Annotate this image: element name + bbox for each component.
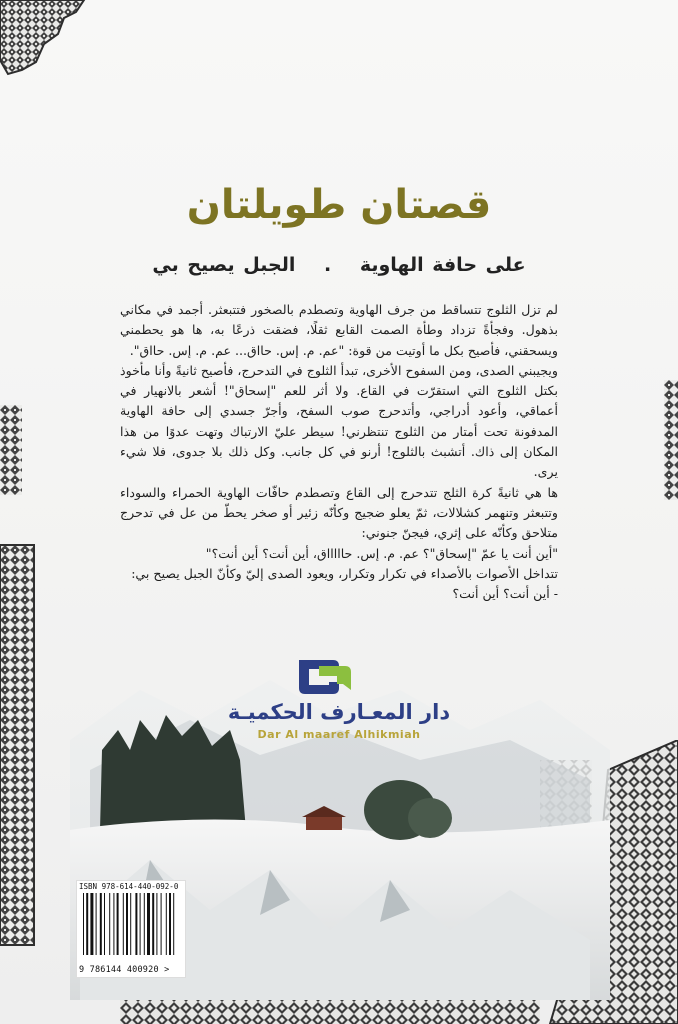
blurb-paragraph: ويجيبني الصدى، ومن السفوح الأخرى، تبدأ الثلوج في التدحرج، فأصيح ثانيةً وأنا مأخوذ بكتل الثلوج التي استقرّت في القاع. ولا أثر للعم "إسحاق"! أشعر بالانهيار في أعماقي، وأعود أدراجي، وأتدحرج صوب السفح، وأجرّ جسدي إلى حافة الهاوية المدفونة تحت أمتار من الثلوج تنتظرني! سيطر عليّ الارتباك وتهت عدوًا من هذا المكان إلى ذاك. أتشبث بالثلوج! أرنو في كل جانب. وكل ذلك بلا جدوى، فلا شيء يرى.	[120, 362, 558, 480]
story-two-title: الجبل يصيح بي	[152, 254, 296, 276]
blurb-paragraph: لم تزل الثلوج تتساقط من جرف الهاوية وتصطدم بالصخور فتتبعثر. أجمد في مكاني بذهول. وفجأةً تزداد وطأة الصمت القابع ثقلًا، فضقت ذرعًا به، ها هو يحطمني ويسحقني، فأصيح بكل ما أوتيت من قوة: "عم. م. إس. حااق... عم. م. إس. حااق".	[120, 302, 558, 358]
publisher-name-arabic: دار المعـارف الحكميـة	[227, 700, 451, 724]
top-left-ornament	[0, 0, 86, 76]
left-border-ornament	[0, 405, 42, 965]
ean-digits: 9 786144 400920 >	[79, 965, 170, 975]
isbn-barcode	[76, 880, 186, 978]
blurb-paragraph: ها هي ثانيةً كرة الثلج تتدحرج إلى القاع وتصطدم حافّات الهاوية الحمراء والسوداء وتتبعثر وتنهمر كشلالات، ثمّ يعلو ضجيج وكأنّه زئير أو صخر يحطّ من عل في تدحرج متلاحق وكأنّه على إثري، فيجنّ جنوني:	[120, 484, 558, 541]
story-one-title: على حافة الهاوية	[359, 254, 526, 276]
publisher-logo-icon	[293, 656, 355, 698]
blurb-text	[120, 300, 558, 604]
right-edge-ornament	[664, 380, 678, 500]
isbn-label: ISBN 978-614-440-092-0	[79, 882, 179, 891]
book-subtitle	[0, 254, 678, 276]
blurb-paragraph: "أين أنت يا عمّ "إسحاق"؟ عم. م. إس. حاااااق، أين أنت؟ أين أنت؟"	[205, 545, 558, 561]
book-title: قصتان طويلتان	[186, 182, 492, 228]
barcode-bars	[83, 893, 179, 955]
blurb-paragraph: تتداخل الأصوات بالأصداء في تكرار وتكرار، ويعود الصدى إليّ وكأنّ الجبل يصيح بي:	[131, 565, 558, 581]
subtitle-separator: .	[323, 254, 332, 276]
blurb-paragraph: - أين أنت؟ أين أنت؟	[452, 586, 558, 602]
publisher-name-english: Dar Al maaref Alhikmiah	[257, 728, 421, 741]
